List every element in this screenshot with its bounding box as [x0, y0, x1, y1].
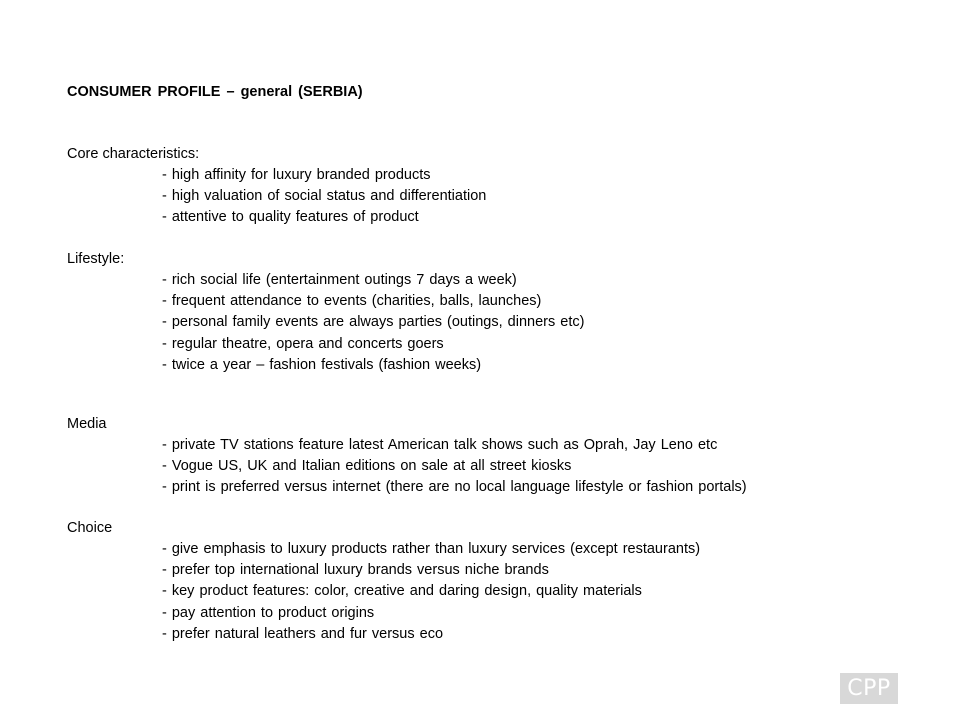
list-item: - regular theatre, opera and concerts goers [162, 335, 444, 352]
list-item: - attentive to quality features of product [162, 209, 419, 226]
section-heading: Core characteristics: [67, 146, 200, 162]
list-item: - rich social life (entertainment outings 7 days a week) [162, 272, 517, 288]
section-core-characteristics [67, 144, 486, 229]
list-item: - pay attention to product origins [162, 604, 375, 621]
list-item: - high affinity for luxury branded products [162, 167, 431, 183]
list-item: - prefer natural leathers and fur versus eco [162, 625, 444, 642]
section-heading: Media [67, 416, 107, 432]
section-media [67, 414, 747, 499]
page-title: CONSUMER PROFILE – general (SERBIA) [67, 84, 363, 100]
list-item: - high valuation of social status and differentiation [162, 188, 487, 205]
logo-text: CPP [847, 676, 891, 701]
section-heading: Lifestyle: [67, 251, 125, 267]
list-item: - twice a year – fashion festivals (fashion weeks) [162, 356, 482, 373]
list-item: - print is preferred versus internet (there are no local language lifestyle or fashion portals) [162, 479, 747, 496]
list-item: - Vogue US, UK and Italian editions on sale at all street kiosks [162, 458, 572, 475]
list-item: - key product features: color, creative and daring design, quality materials [162, 583, 642, 600]
list-item: - prefer top international luxury brands versus niche brands [162, 562, 549, 579]
section-heading: Choice [67, 520, 113, 536]
list-item: - personal family events are always parties (outings, dinners etc) [162, 314, 585, 331]
list-item: - private TV stations feature latest American talk shows such as Oprah, Jay Leno etc [162, 437, 718, 453]
section-lifestyle [67, 249, 584, 376]
list-item: - give emphasis to luxury products rather than luxury services (except restaurants) [162, 541, 701, 557]
list-item: - frequent attendance to events (charities, balls, launches) [162, 293, 542, 310]
section-choice [67, 518, 700, 645]
cpp-logo [840, 673, 898, 704]
